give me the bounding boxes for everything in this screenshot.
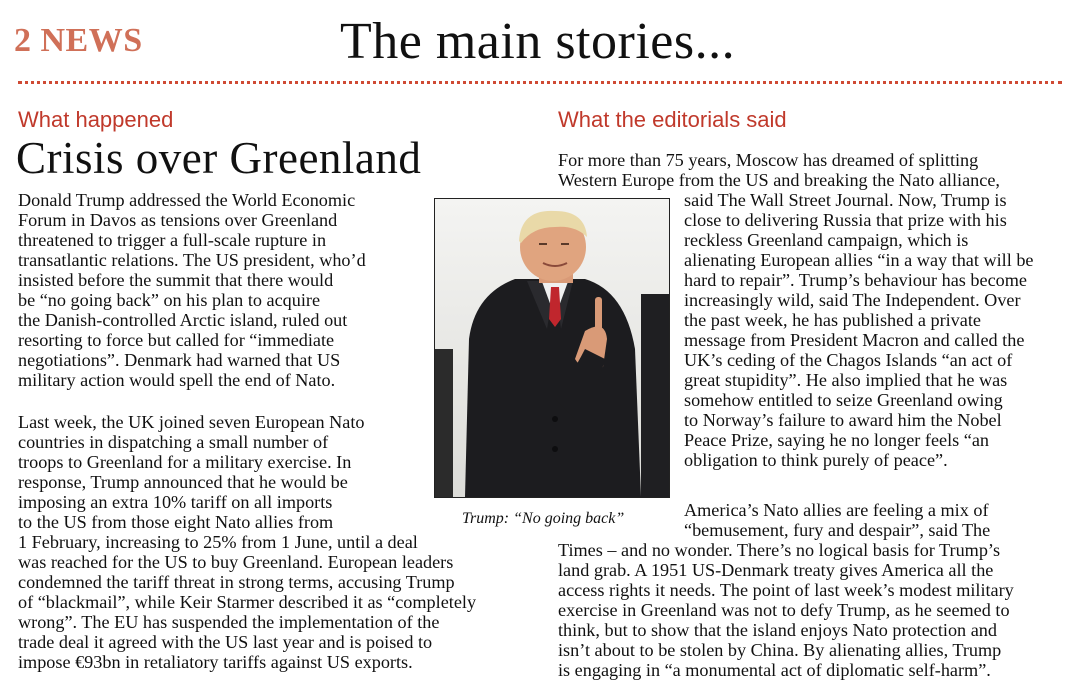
- body-line: insisted before the summit that there would: [18, 270, 334, 290]
- body-line: isn’t about to be stolen by China. By alienating allies, Trump: [558, 640, 1002, 660]
- section-label: 2 NEWS: [14, 22, 143, 59]
- body-line: Times – and no wonder. There’s no logical basis for Trump’s: [558, 540, 1001, 560]
- body-line: condemned the tariff threat in strong terms, accusing Trump: [18, 572, 455, 592]
- body-line: increasingly wild, said The Independent. Over: [684, 290, 1021, 310]
- body-line: For more than 75 years, Moscow has dreamed of splitting: [558, 150, 979, 170]
- body-line: wrong”. The EU has suspended the implementation of the: [18, 612, 440, 632]
- body-line: Last week, the UK joined seven European Nato: [18, 412, 365, 432]
- body-line: Forum in Davos as tensions over Greenland: [18, 210, 338, 230]
- body-line: negotiations”. Denmark had warned that US: [18, 350, 341, 370]
- body-line: military action would spell the end of Nato.: [18, 370, 336, 390]
- body-line: alienating European allies “in a way that will be: [684, 250, 1034, 270]
- body-line: obligation to think purely of peace”.: [684, 450, 948, 470]
- page-title: The main stories...: [340, 13, 736, 70]
- body-line: troops to Greenland for a military exercise. In: [18, 452, 352, 472]
- body-line: reckless Greenland campaign, which is: [684, 230, 969, 250]
- body-line: said The Wall Street Journal. Now, Trump is: [684, 190, 1007, 210]
- body-line: trade deal it agreed with the US last year and is poised to: [18, 632, 433, 652]
- body-line: close to delivering Russia that prize with his: [684, 210, 1007, 230]
- body-line: be “no going back” on his plan to acquire: [18, 290, 321, 310]
- body-line: the Danish-controlled Arctic island, ruled out: [18, 310, 348, 330]
- trump-photo: [434, 198, 670, 498]
- body-line: countries in dispatching a small number of: [18, 432, 329, 452]
- body-line: is engaging in “a monumental act of diplomatic self-harm”.: [558, 660, 991, 680]
- body-line: think, but to show that the island enjoys Nato protection and: [558, 620, 997, 640]
- body-line: imposing an extra 10% tariff on all imports: [18, 492, 333, 512]
- body-line: access rights it needs. The point of last week’s modest military: [558, 580, 1014, 600]
- body-line: “bemusement, fury and despair”, said The: [684, 520, 991, 540]
- body-line: Donald Trump addressed the World Economic: [18, 190, 356, 210]
- photo-caption: Trump: “No going back”: [462, 510, 625, 527]
- headline: Crisis over Greenland: [16, 133, 422, 183]
- body-line: great stupidity”. He also implied that he was: [684, 370, 1008, 390]
- body-line: hard to repair”. Trump’s behaviour has become: [684, 270, 1027, 290]
- left-subhead: What happened: [18, 107, 174, 132]
- body-line: response, Trump announced that he would be: [18, 472, 348, 492]
- body-line: of “blackmail”, while Keir Starmer described it as “completely: [18, 592, 477, 612]
- right-subhead: What the editorials said: [558, 107, 787, 132]
- body-line: threatened to trigger a full-scale rupture in: [18, 230, 327, 250]
- body-line: impose €93bn in retaliatory tariffs against US exports.: [18, 652, 413, 672]
- body-line: somehow entitled to seize Greenland owing: [684, 390, 1003, 410]
- dotted-divider: [18, 81, 1062, 84]
- body-line: to the US from those eight Nato allies from: [18, 512, 334, 532]
- body-line: the past week, he has published a private: [684, 310, 981, 330]
- body-line: America’s Nato allies are feeling a mix of: [684, 500, 989, 520]
- body-line: message from President Macron and called the: [684, 330, 1025, 350]
- body-line: UK’s ceding of the Chagos Islands “an act of: [684, 350, 1013, 370]
- body-line: Peace Prize, saying he no longer feels “an: [684, 430, 990, 450]
- body-line: Western Europe from the US and breaking the Nato alliance,: [558, 170, 1000, 190]
- body-line: to Norway’s failure to award him the Nobel: [684, 410, 1002, 430]
- body-line: resorting to force but called for “immediate: [18, 330, 335, 350]
- body-line: exercise in Greenland was not to defy Trump, as he seemed to: [558, 600, 1010, 620]
- body-line: was reached for the US to buy Greenland. European leaders: [18, 552, 454, 572]
- body-line: transatlantic relations. The US president, who’d: [18, 250, 366, 270]
- body-line: land grab. A 1951 US-Denmark treaty gives America all the: [558, 560, 994, 580]
- body-line: 1 February, increasing to 25% from 1 June, until a deal: [18, 532, 418, 552]
- photo-illustration: [435, 199, 669, 497]
